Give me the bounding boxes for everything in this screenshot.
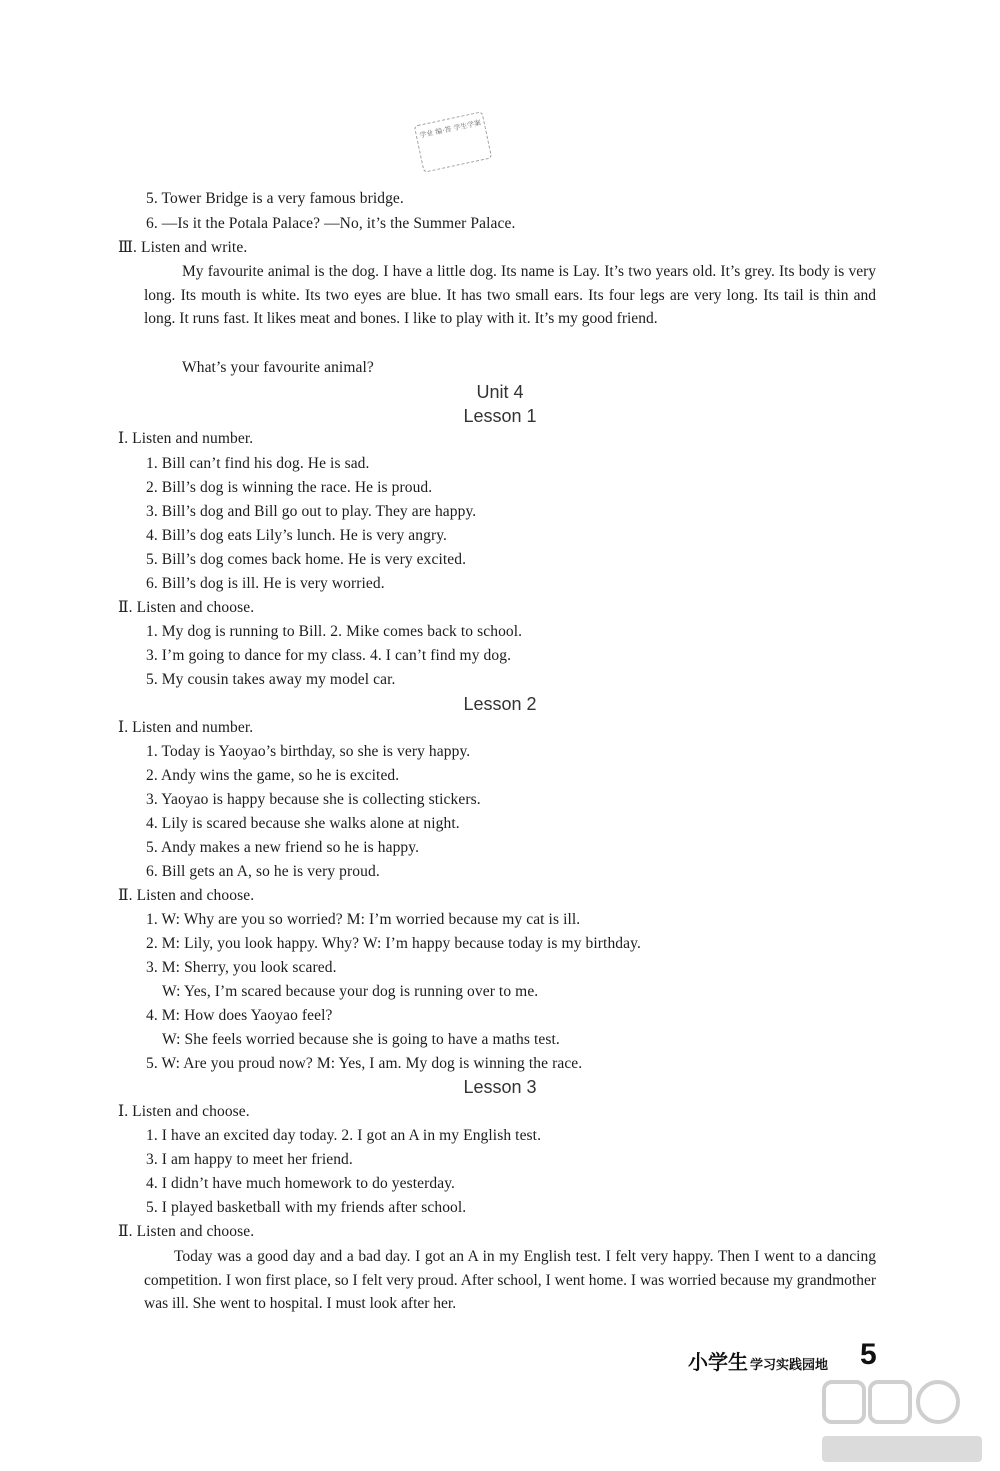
list-item: 3. I’m going to dance for my class. 4. I can’t find my dog. [146,647,512,664]
stamp-seal [414,111,492,173]
section-title: Ⅰ. Listen and choose. [118,1103,250,1120]
list-item: 5. Bill’s dog comes back home. He is very excited. [146,551,467,568]
list-item: 1. Today is Yaoyao’s birthday, so she is very happy. [146,743,471,760]
watermark-logo [818,1378,988,1468]
dialogue-line: 4. M: How does Yaoyao feel? [146,1007,333,1024]
dialogue-line: 5. W: Are you proud now? M: Yes, I am. My dog is winning the race. [146,1055,583,1072]
dialogue-line: W: She feels worried because she is going to have a maths test. [162,1031,560,1048]
dialogue-line: W: Yes, I’m scared because your dog is running over to me. [162,983,539,1000]
lesson-3-title: Lesson 3 [463,1077,537,1097]
list-item: 4. Bill’s dog eats Lily’s lunch. He is very angry. [146,527,448,544]
page-number: 5 [860,1338,877,1371]
paragraph: Today was a good day and a bad day. I got an A in my English test. I felt very happy. Then I went to a dancing competition. I won first place, so I felt very proud. After school, I went home. I was worried because my grandmother was ill. She went to hospital. I must look after her. [144,1248,876,1312]
dialogue-line: 2. M: Lily, you look happy. Why? W: I’m happy because today is my birthday. [146,935,641,952]
list-item: 2. Bill’s dog is winning the race. He is proud. [146,479,433,496]
list-item: 4. I didn’t have much homework to do yesterday. [146,1175,456,1192]
question: What’s your favourite animal? [182,359,374,376]
section-title: Ⅲ. Listen and write. [118,239,248,256]
section-title: Ⅱ. Listen and choose. [118,599,255,616]
stamp-text: 学业 编·答 学生学案 [418,118,482,140]
lesson-1-title: Lesson 1 [463,406,537,426]
list-item: 1. I have an excited day today. 2. I got an A in my English test. [146,1127,542,1144]
list-item: 3. I am happy to meet her friend. [146,1151,353,1168]
list-item: 4. Lily is scared because she walks alone at night. [146,815,460,832]
line-5: 5. Tower Bridge is a very famous bridge. [146,190,404,207]
brand-subtitle: 学习实践园地 [750,1358,829,1373]
section-title: Ⅱ. Listen and choose. [118,887,255,904]
list-item: 1. My dog is running to Bill. 2. Mike comes back to school. [146,623,523,640]
list-item: 5. I played basketball with my friends after school. [146,1199,467,1216]
list-item: 1. Bill can’t find his dog. He is sad. [146,455,370,472]
dialogue-line: 1. W: Why are you so worried? M: I’m worried because my cat is ill. [146,911,581,928]
list-item: 5. Andy makes a new friend so he is happy. [146,839,420,856]
brand-name: 小学生 [688,1350,748,1374]
list-item: 3. Bill’s dog and Bill go out to play. They are happy. [146,503,477,520]
unit-title: Unit 4 [476,382,524,402]
section-title: Ⅰ. Listen and number. [118,719,254,736]
list-item: 3. Yaoyao is happy because she is collecting stickers. [146,791,481,808]
list-item: 6. Bill’s dog is ill. He is very worried. [146,575,385,592]
section-title: Ⅱ. Listen and choose. [118,1223,255,1240]
list-item: 2. Andy wins the game, so he is excited. [146,767,400,784]
lesson-2-title: Lesson 2 [463,694,537,714]
dialogue-line: 3. M: Sherry, you look scared. [146,959,337,976]
brand-logo [688,1346,828,1375]
paragraph: My favourite animal is the dog. I have a little dog. Its name is Lay. It’s two years old. It’s grey. Its body is very long. Its mouth is white. Its two eyes are blue. It has two small ears. Its four legs are very long. Its tail is thin and long. It runs fast. It likes meat and bones. I like to play with it. It’s my good friend. [144,263,876,327]
line-6: 6. —Is it the Potala Palace? —No, it’s the Summer Palace. [146,215,516,232]
list-item: 5. My cousin takes away my model car. [146,671,396,688]
section-title: Ⅰ. Listen and number. [118,430,254,447]
list-item: 6. Bill gets an A, so he is very proud. [146,863,380,880]
